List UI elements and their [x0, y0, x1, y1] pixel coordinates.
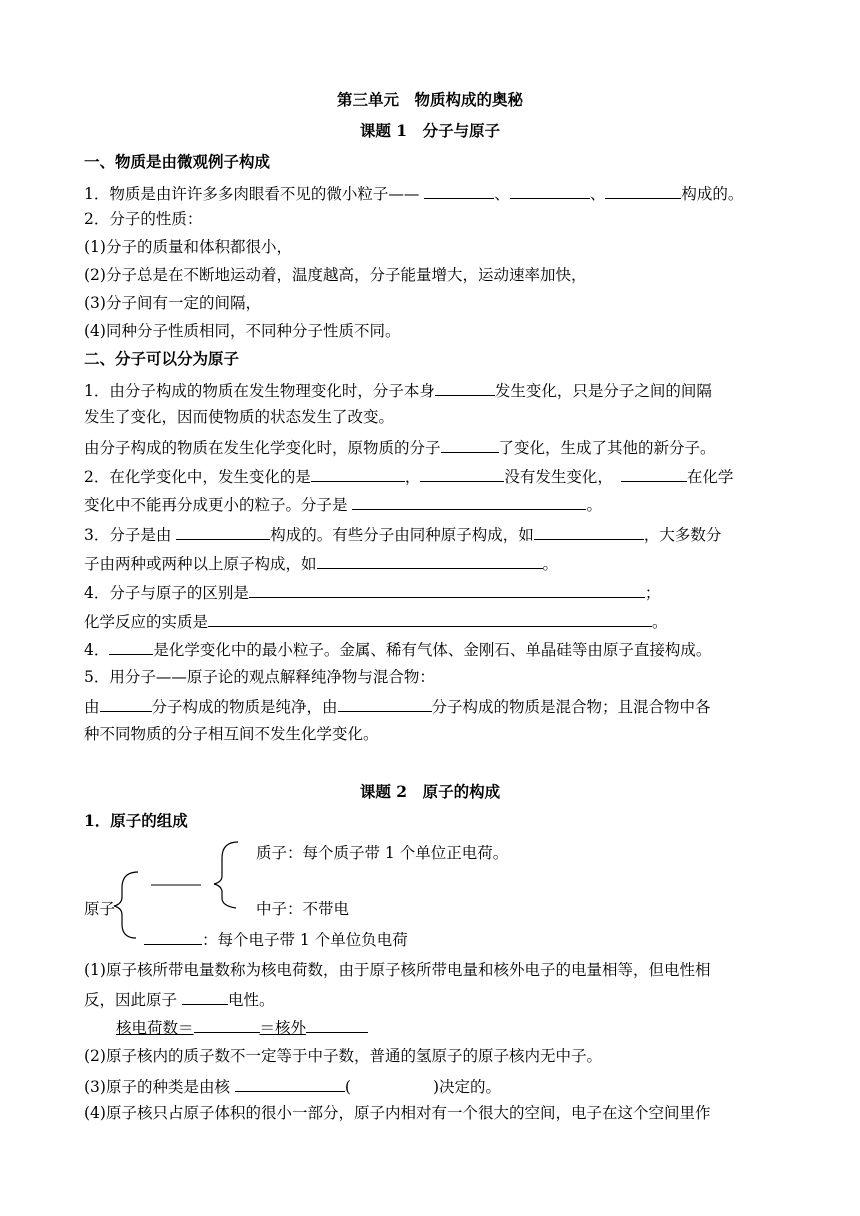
q3-line1: 3．分子是由 构成的。有些分子由同种原子构成，如 ，大多数分: [84, 523, 721, 545]
paragraph-1: 1．物质是由许许多多肉眼看不见的微小粒子—— 、 、 构成的。: [84, 182, 743, 204]
r1-line2: 反，因此原子 电性。: [84, 988, 274, 1010]
q4-line1: 4．分子与原子的区别是 ；: [84, 581, 660, 603]
q4-line2: 化学反应的实质是 。: [84, 610, 668, 632]
property-4: (4)同种分子性质相同，不同种分子性质不同。: [84, 322, 401, 340]
property-2: (2)分子总是在不断地运动着，温度越高，分子能量增大，运动速率加快，: [84, 266, 587, 284]
section2-heading: 二、分子可以分为原子: [84, 349, 240, 368]
q7-line2: 种不同物质的分子相互间不发生化学变化。: [84, 725, 379, 743]
outer-brace: [114, 872, 138, 938]
blank-eq1[interactable]: [194, 1016, 260, 1033]
q1-line1: 1．由分子构成的物质在发生物理变化时，分子本身 发生变化，只是分子之间的间隔: [84, 379, 712, 401]
blank-r3a[interactable]: [235, 1075, 345, 1092]
r2-line: (2)原子核内的质子数不一定等于中子数，普通的氢原子的原子核内无中子。: [84, 1047, 602, 1065]
property-1: (1)分子的质量和体积都很小，: [84, 238, 292, 256]
lesson2-heading: 1．原子的组成: [84, 811, 188, 830]
r3-line: (3)原子的种类是由核 ( )决定的。: [84, 1075, 501, 1097]
equation-line: 核电荷数＝ ＝核外: [116, 1016, 368, 1038]
lesson1-title: 课题 1 分子与原子: [359, 121, 501, 140]
paragraph-2: 2．分子的性质：: [84, 210, 203, 228]
q6-line: 5．用分子——原子论的观点解释纯净物与混合物：: [84, 668, 435, 686]
neutron-line: 中子：不带电: [256, 900, 350, 918]
q2-line2: 变化中不能再分成更小的粒子。分子是 。: [84, 493, 602, 515]
lesson2-title: 课题 2 原子的构成: [359, 782, 501, 801]
q2-line1: 2．在化学变化中，发生变化的是 ， 没有发生变化， 在化学: [84, 465, 733, 487]
blank-electron[interactable]: [144, 928, 202, 945]
electron-line: ：每个电子带 1 个单位负电荷: [144, 928, 408, 950]
unit-title: 第三单元 物质构成的奥秘: [336, 90, 523, 109]
q7-line1: 由 分子构成的物质是纯净，由 分子构成的物质是混合物；且混合物中各: [84, 695, 711, 717]
proton-line: 质子：每个质子带 1 个单位正电荷。: [256, 844, 509, 862]
q1-line2: 发生了变化，因而使物质的状态发生了改变。: [84, 408, 395, 426]
blank-r1[interactable]: [182, 988, 228, 1005]
property-3: (3)分子间有一定的间隔，: [84, 294, 261, 312]
q1-line3: 由分子构成的物质在发生化学变化时，原物质的分子 了变化，生成了其他的新分子。: [84, 436, 716, 458]
q5-line: 4． 是化学变化中的最小粒子。金属、稀有气体、金刚石、单晶硅等由原子直接构成。: [84, 638, 711, 660]
r1-line1: (1)原子核所带电量数称为核电荷数，由于原子核所带电量和核外电子的电量相等，但电性相: [84, 961, 711, 979]
section1-heading: 一、物质是由微观例子构成: [84, 152, 271, 171]
atom-label: 原子: [84, 900, 116, 918]
inner-brace: [214, 842, 238, 908]
r4-line: (4)原子核只占原子体积的很小一部分，原子内相对有一个很大的空间，电子在这个空间里作: [84, 1104, 711, 1122]
q3-line2: 子由两种或两种以上原子构成，如 。: [84, 552, 558, 574]
blank-eq2[interactable]: [306, 1016, 368, 1033]
